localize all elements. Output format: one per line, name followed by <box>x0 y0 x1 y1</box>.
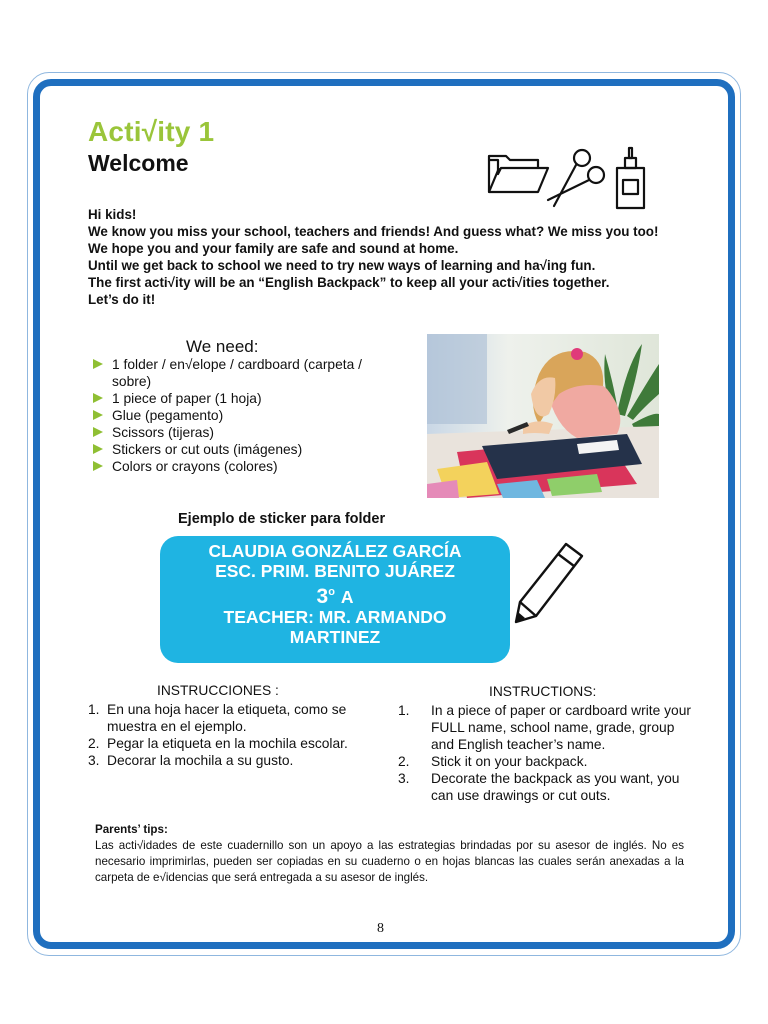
item-number: 2. <box>88 736 100 751</box>
folder-icon <box>489 156 548 192</box>
bullet-triangle-icon <box>93 393 103 403</box>
welcome-title: Welcome <box>88 150 189 176</box>
instructions-list <box>398 702 698 804</box>
list-item <box>93 390 393 407</box>
instrucciones-title: INSTRUCCIONES : <box>157 683 279 698</box>
item-text: Pegar la etiqueta en la mochila escolar. <box>107 736 348 751</box>
intro-text <box>88 206 688 308</box>
list-item <box>88 752 388 769</box>
bullet-triangle-icon <box>93 444 103 454</box>
bullet-triangle-icon <box>93 410 103 420</box>
list-item <box>93 458 393 475</box>
intro-line: We hope you and your family are safe and sound at home. <box>88 241 459 256</box>
item-text: En una hoja hacer la etiqueta, como se muestra en el ejemplo. <box>107 702 347 734</box>
parents-tips <box>95 822 684 886</box>
instructions-title: INSTRUCTIONS: <box>489 684 597 699</box>
materials-heading: We need: <box>186 337 259 356</box>
intro-line: We know you miss your school, teachers and friends! And guess what? We miss you too! <box>88 224 659 239</box>
item-number: 2. <box>398 754 410 769</box>
list-item <box>93 424 393 441</box>
material-text: 1 piece of paper (1 hoja) <box>112 391 262 406</box>
sticker-teacher-surname: MARTINEZ <box>289 626 381 647</box>
material-text: Scissors (tijeras) <box>112 425 214 440</box>
item-number: 1. <box>398 703 410 718</box>
bullet-triangle-icon <box>93 461 103 471</box>
item-text: Stick it on your backpack. <box>431 754 588 769</box>
item-text: Decorate the backpack as you want, you can use drawings or cut outs. <box>431 771 680 803</box>
girl-drawing-photo <box>427 334 659 498</box>
list-item <box>398 770 698 804</box>
item-text: Decorar la mochila a su gusto. <box>107 753 294 768</box>
list-item <box>398 753 698 770</box>
item-number: 3. <box>88 753 100 768</box>
list-item <box>88 701 388 735</box>
material-text: Colors or crayons (colores) <box>112 459 278 474</box>
supplies-icons <box>486 146 646 212</box>
material-text: Glue (pegamento) <box>112 408 224 423</box>
sticker-grade-ordinal: o <box>328 586 335 598</box>
list-item <box>93 441 393 458</box>
item-text: In a piece of paper or cardboard write your FULL name, school name, grade, group and English teacher’s name. <box>431 703 691 752</box>
list-item <box>88 735 388 752</box>
sticker-caption: Ejemplo de sticker para folder <box>178 511 386 527</box>
item-number: 3. <box>398 771 410 786</box>
activity-title: Acti√ity 1 <box>88 116 215 147</box>
instrucciones-list <box>88 701 388 769</box>
intro-line: Hi kids! <box>88 207 137 222</box>
glue-icon <box>617 148 644 208</box>
intro-line: Let’s do it! <box>88 292 156 307</box>
pencil-icon <box>508 540 588 626</box>
sticker-grade-number: 3 <box>316 585 329 608</box>
material-text: 1 folder / en√elope / cardboard (carpeta / sobre) <box>112 357 362 389</box>
materials-list <box>93 356 393 475</box>
item-number: 1. <box>88 702 100 717</box>
sticker-name: CLAUDIA GONZÁLEZ GARCÍA <box>208 541 462 561</box>
intro-line: Until we get back to school we need to try new ways of learning and ha√ing fun. <box>88 258 596 273</box>
sticker-example <box>160 536 510 663</box>
parents-tips-heading: Parents’ tips: <box>95 823 168 836</box>
intro-line: The first acti√ity will be an “English Backpack” to keep all your acti√ities together. <box>88 275 610 290</box>
sticker-grade-group: A <box>340 587 354 607</box>
list-item <box>398 702 698 753</box>
bullet-triangle-icon <box>93 359 103 369</box>
parents-tips-body: Las acti√idades de este cuadernillo son un apoyo a las estrategias brindadas por su asesor de inglés. No es necesario imprimirlas, pueden ser copiadas en su cuaderno o en hojas blancas las cuales serán anexadas a la carpeta de e√idencias que será entregada a su asesor de inglés. <box>95 839 684 884</box>
sticker-school: ESC. PRIM. BENITO JUÁREZ <box>215 560 455 581</box>
bullet-triangle-icon <box>93 427 103 437</box>
scissors-icon <box>548 150 604 206</box>
page-number: 8 <box>377 921 384 936</box>
sticker-teacher: TEACHER: MR. ARMANDO <box>223 607 447 627</box>
material-text: Stickers or cut outs (imágenes) <box>112 442 303 457</box>
list-item <box>93 407 393 424</box>
list-item <box>93 356 393 390</box>
sticker-grade <box>160 581 510 608</box>
